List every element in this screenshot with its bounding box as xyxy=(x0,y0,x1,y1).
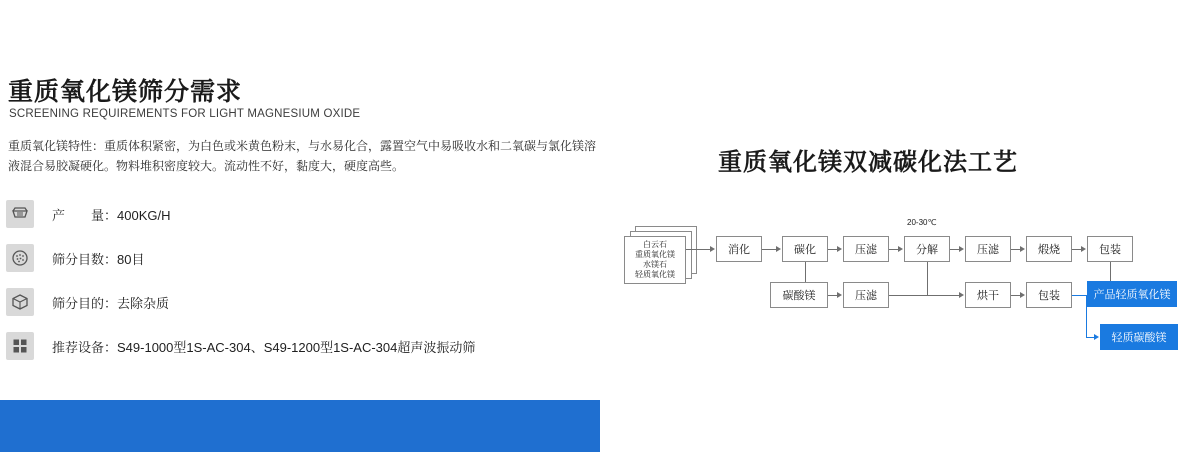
raw-material-3: 水镁石 xyxy=(643,260,667,269)
node-product-light-magnesium-carbonate[interactable]: 轻质碳酸镁 xyxy=(1100,324,1178,350)
node-calcine[interactable]: 煅烧 xyxy=(1026,236,1072,262)
mesh-icon xyxy=(6,244,34,272)
connector-calcine-pack1 xyxy=(1072,249,1081,250)
arrow-press1-decompose xyxy=(898,246,903,252)
page-title: 重质氧化镁筛分需求 xyxy=(8,78,243,106)
connector-elbow-down xyxy=(1086,295,1087,337)
connector-press2-calcine xyxy=(1011,249,1020,250)
right-panel xyxy=(600,0,1200,452)
list-item xyxy=(6,192,596,236)
connector-stack-digest xyxy=(686,249,710,250)
connector-decompose-branch xyxy=(927,295,959,296)
connector-carbonize-press1 xyxy=(828,249,837,250)
arrow-carbonize-press1 xyxy=(837,246,842,252)
process-flow-diagram xyxy=(600,0,1200,452)
arrow-digest-carbonize xyxy=(776,246,781,252)
connector-carbonate-press3 xyxy=(828,295,837,296)
list-item xyxy=(6,324,596,368)
spec-label: 推荐设备：S49-1000型1S-AC-304、S49-1200型1S-AC-304超声波振动筛 xyxy=(52,339,476,355)
node-press-2[interactable]: 压滤 xyxy=(965,236,1011,262)
list-item xyxy=(6,236,596,280)
raw-material-1: 白云石 xyxy=(643,240,667,249)
raw-material-2: 重质氧化镁 xyxy=(635,250,675,259)
node-carbonate[interactable]: 碳酸镁 xyxy=(770,282,828,308)
connector-elbow-product2 xyxy=(1086,337,1094,338)
connector-decompose-press2 xyxy=(950,249,959,250)
page-subtitle: SCREENING REQUIREMENTS FOR LIGHT MAGNESIUM OXIDE xyxy=(9,108,361,120)
accent-bar xyxy=(0,400,600,452)
node-pack-1[interactable]: 包装 xyxy=(1087,236,1133,262)
description-text: 重质氧化镁特性：重质体积紧密，为白色或米黄色粉末，与水易化合，露置空气中易吸收水和二氧碳与氯化镁溶液混合易胶凝硬化。物料堆积密度较大。流动性不好，黏度大，硬度高些。 xyxy=(8,139,597,173)
list-item xyxy=(6,280,596,324)
raw-material-4: 轻质氧化镁 xyxy=(635,270,675,279)
arrow-product2 xyxy=(1094,334,1099,340)
arrow-press2-calcine xyxy=(1020,246,1025,252)
spec-list xyxy=(6,192,596,368)
node-product-light-magnesium-oxide[interactable]: 产品轻质氧化镁 xyxy=(1087,281,1177,307)
connector-press1-decompose xyxy=(889,249,898,250)
arrow-carbonate-press3 xyxy=(837,292,842,298)
arrow-dry-pack2 xyxy=(1020,292,1025,298)
spec-label: 筛分目数：80目 xyxy=(52,251,145,267)
box-icon xyxy=(6,288,34,316)
arrow-stack-digest xyxy=(710,246,715,252)
node-press-1[interactable]: 压滤 xyxy=(843,236,889,262)
flow-title: 重质氧化镁双减碳化法工艺 xyxy=(718,149,1018,176)
connector-pack2-elbow xyxy=(1072,295,1086,296)
connector-carbonize-down xyxy=(805,262,806,282)
spec-label: 筛分目的：去除杂质 xyxy=(52,295,170,311)
spec-label: 产 量：400KG/H xyxy=(52,207,171,223)
arrow-press3-dry xyxy=(959,292,964,298)
grid-icon xyxy=(6,332,34,360)
node-digest[interactable]: 消化 xyxy=(716,236,762,262)
node-pack-2[interactable]: 包装 xyxy=(1026,282,1072,308)
node-carbonize[interactable]: 碳化 xyxy=(782,236,828,262)
connector-pack1-product1 xyxy=(1110,262,1111,281)
arrow-decompose-press2 xyxy=(959,246,964,252)
connector-dry-pack2 xyxy=(1011,295,1020,296)
arrow-calcine-pack1 xyxy=(1081,246,1086,252)
node-press-3[interactable]: 压滤 xyxy=(843,282,889,308)
node-dry[interactable]: 烘干 xyxy=(965,282,1011,308)
connector-decompose-down xyxy=(927,262,928,295)
output-icon xyxy=(6,200,34,228)
node-decompose[interactable]: 分解 xyxy=(904,236,950,262)
temperature-label: 20-30℃ xyxy=(907,218,937,227)
connector-digest-carbonize xyxy=(762,249,776,250)
raw-stack-front xyxy=(624,236,686,284)
